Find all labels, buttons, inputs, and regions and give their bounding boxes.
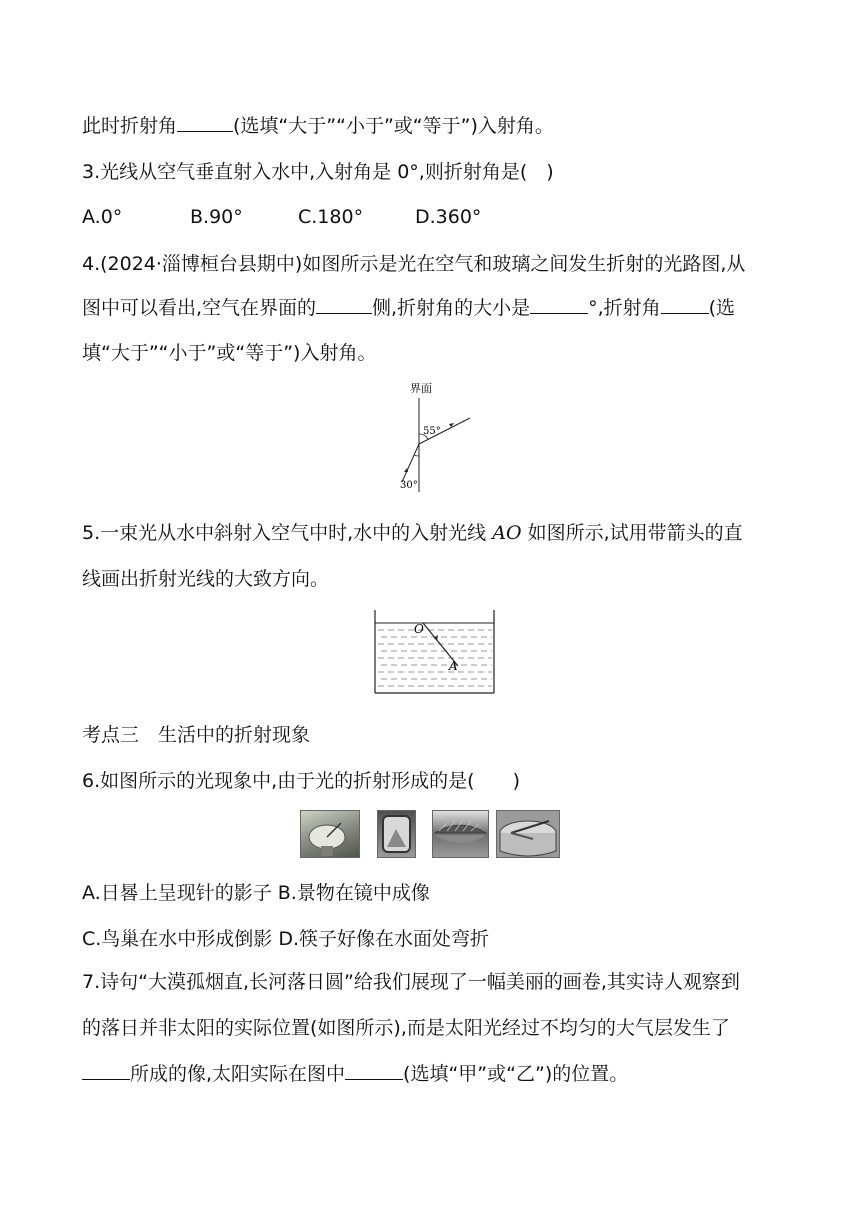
- mirror-photo: [377, 810, 416, 858]
- q2-tail-line: 此时折射角 (选填“大于”“小于”或“等于”)入射角。: [82, 115, 554, 137]
- ray-arrow-icon: [404, 468, 408, 472]
- q3-stem: 3.光线从空气垂直射入水中,入射角是 0°,则折射角是( ): [82, 161, 554, 183]
- point-a-label: A: [449, 659, 458, 673]
- q3-option-b: B.90°: [190, 206, 243, 228]
- water-tank-diagram: [373, 608, 497, 696]
- q6-options-ab: A.日晷上呈现针的影子 B.景物在镜中成像: [82, 882, 430, 904]
- section-title: 考点三 生活中的折射现象: [82, 724, 311, 746]
- q6-stem: 6.如图所示的光现象中,由于光的折射形成的是( ): [82, 770, 520, 792]
- answer-blank[interactable]: [82, 1061, 130, 1080]
- q7-line-1: 7.诗句“大漠孤烟直,长河落日圆”给我们展现了一幅美丽的画卷,其实诗人观察到: [82, 971, 740, 993]
- refracted-ray: [402, 444, 419, 482]
- q4-line-3: 填“大于”“小于”或“等于”)入射角。: [82, 342, 377, 364]
- q3-option-d: D.360°: [415, 206, 482, 228]
- birds-nest-reflection-photo: [432, 810, 489, 858]
- mirror-icon: [378, 811, 415, 857]
- q6-options-cd: C.鸟巢在水中形成倒影 D.筷子好像在水面处弯折: [82, 928, 490, 950]
- answer-blank[interactable]: [530, 295, 588, 314]
- q3-option-c: C.180°: [298, 206, 364, 228]
- interface-label: 界面: [410, 382, 432, 395]
- answer-blank[interactable]: [661, 295, 709, 314]
- q3-option-a: A.0°: [82, 206, 123, 228]
- birds-nest-icon: [433, 811, 488, 857]
- answer-blank[interactable]: [177, 113, 233, 132]
- q5-line-2: 线画出折射光线的大致方向。: [82, 568, 330, 590]
- q4-line-2: 图中可以看出,空气在界面的 侧,折射角的大小是 °,折射角 (选: [82, 297, 736, 319]
- refraction-diagram: [390, 378, 480, 496]
- chopsticks-icon: [497, 811, 559, 857]
- q7-line-3: 所成的像,太阳实际在图中 (选填“甲”或“乙”)的位置。: [82, 1061, 628, 1087]
- q5-line-1: 5.一束光从水中斜射入空气中时,水中的入射光线 AO 如图所示,试用带箭头的直: [82, 522, 743, 544]
- point-o-label: O: [414, 622, 424, 636]
- sundial-photo: [300, 810, 360, 858]
- angle-arc: [414, 455, 419, 456]
- chopsticks-in-water-photo: [496, 810, 560, 858]
- sundial-icon: [301, 811, 359, 857]
- q4-line-1: 4.(2024·淄博桓台县期中)如图所示是光在空气和玻璃之间发生折射的光路图,从: [82, 253, 746, 275]
- angle-label-55: 55°: [423, 426, 441, 437]
- answer-blank[interactable]: [345, 1061, 403, 1080]
- answer-blank[interactable]: [316, 295, 372, 314]
- q7-line-2: 的落日并非太阳的实际位置(如图所示),而是太阳光经过不均匀的大气层发生了: [82, 1017, 730, 1039]
- angle-label-30: 30°: [400, 480, 418, 491]
